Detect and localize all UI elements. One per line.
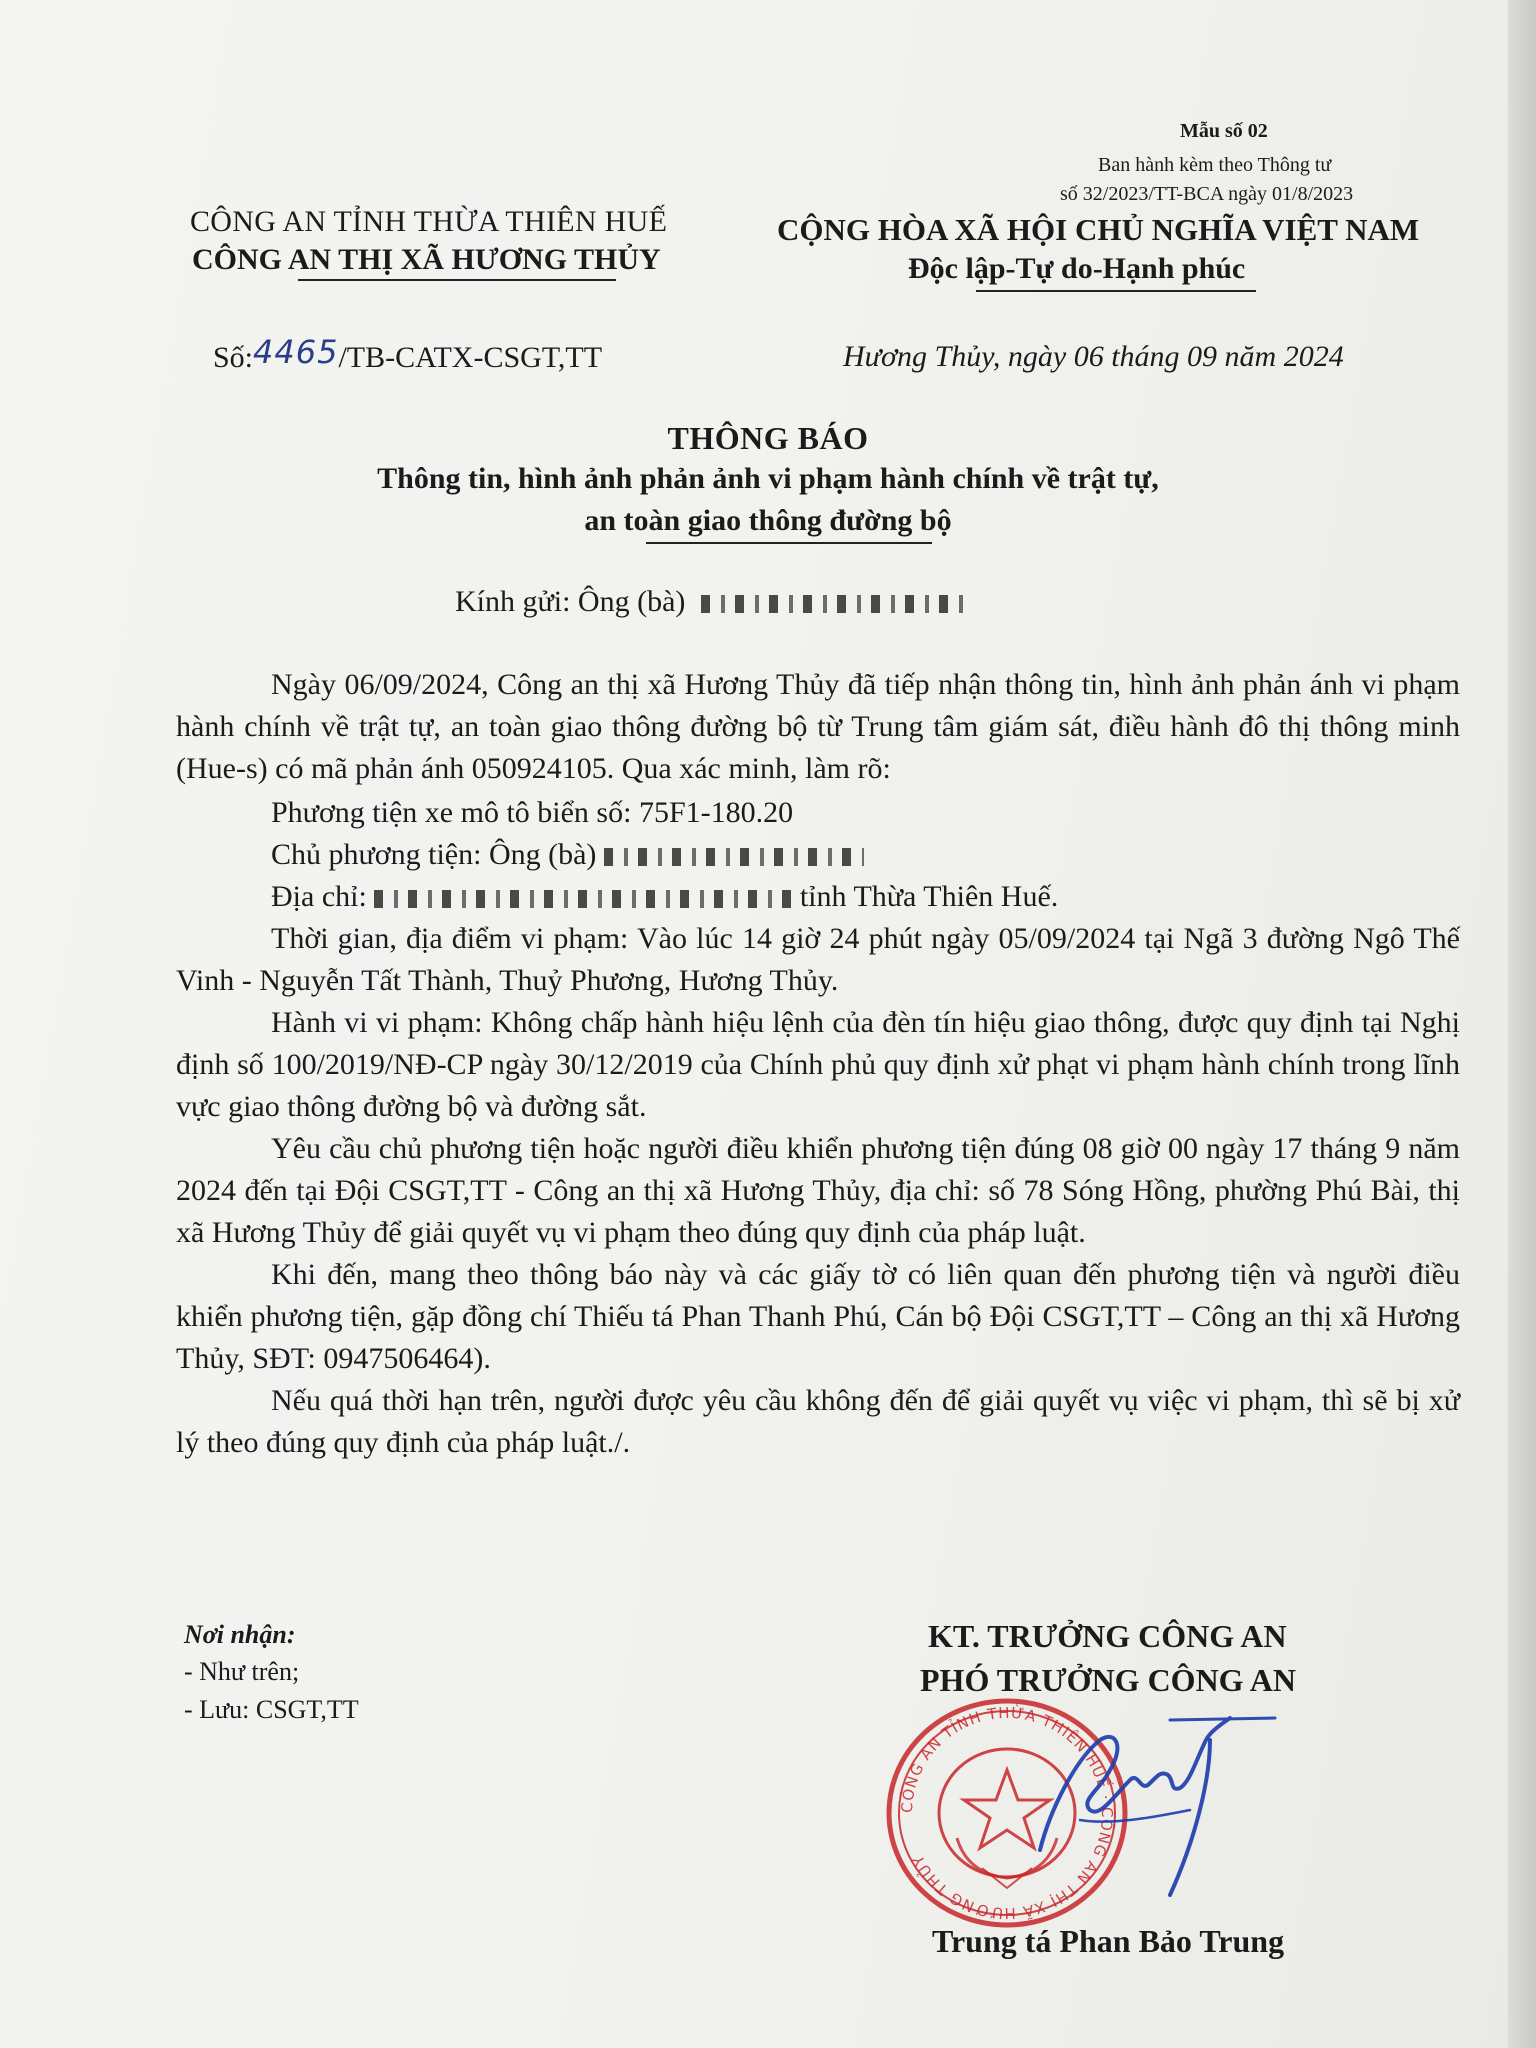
agency-name: CÔNG AN THỊ XÃ HƯƠNG THỦY	[192, 243, 661, 276]
owner-line	[176, 834, 1460, 876]
recipient-item: - Lưu: CSGT,TT	[184, 1695, 359, 1724]
title-underline	[646, 542, 932, 544]
paragraph-warning: Nếu quá thời hạn trên, người được yêu cầu không đến để giải quyết vụ việc vi phạm, thì sẽ bị xử lý theo đúng quy định của pháp luật./.	[176, 1384, 1460, 1459]
paper-shadow-edge	[1508, 0, 1536, 2048]
seal-text: CÔNG AN TỈNH THỪA THIÊN HUẾ · CÔNG AN THỊ XÃ HƯƠNG THỦY	[897, 1703, 1117, 1923]
document-number	[213, 333, 603, 375]
address-line	[176, 876, 1460, 918]
form-issued-line2: số 32/2023/TT-BCA ngày 01/8/2023	[1060, 183, 1354, 205]
motto-underline	[976, 290, 1256, 292]
document-number-suffix: /TB-CATX-CSGT,TT	[338, 341, 603, 374]
document-subtitle-line2: an toàn giao thông đường bộ	[584, 504, 952, 537]
document-subtitle-line1: Thông tin, hình ảnh phản ảnh vi phạm hành chính về trật tự,	[377, 462, 1159, 495]
document-title: THÔNG BÁO	[667, 420, 869, 456]
greeting-label: Kính gửi: Ông (bà)	[455, 585, 686, 618]
paragraph-time-place: Thời gian, địa điểm vi phạm: Vào lúc 14 giờ 24 phút ngày 05/09/2024 tại Ngã 3 đường Ngô Thế Vinh - Nguyễn Tất Thành, Thuỷ Phương, Hương Thủy.	[176, 922, 1460, 997]
redacted-owner-name	[604, 848, 864, 866]
nation-motto: Độc lập-Tự do-Hạnh phúc	[908, 252, 1246, 285]
nation-title: CỘNG HÒA XÃ HỘI CHỦ NGHĨA VIỆT NAM	[777, 212, 1420, 247]
form-issued-line1: Ban hành kèm theo Thông tư	[1098, 154, 1332, 176]
signer-name: Trung tá Phan Bảo Trung	[932, 1923, 1285, 1959]
greeting	[455, 585, 971, 619]
paragraph-request: Yêu cầu chủ phương tiện hoặc người điều khiển phương tiện đúng 08 giờ 00 ngày 17 tháng 9 năm 2024 đến tại Đội CSGT,TT - Công an thị xã Hương Thủy, địa chỉ: số 78 Sóng Hồng, phường Phú Bài, thị xã Hương Thủy để giải quyết vụ vi phạm theo đúng quy định của pháp luật.	[176, 1132, 1460, 1249]
owner-label: Chủ phương tiện: Ông (bà)	[271, 838, 597, 871]
signature-title-line2: PHÓ TRƯỞNG CÔNG AN	[920, 1662, 1297, 1698]
document-number-handwritten: 4465	[253, 333, 339, 371]
place-date: Hương Thủy, ngày 06 tháng 09 năm 2024	[843, 340, 1344, 373]
recipient-item: - Như trên;	[184, 1657, 300, 1686]
paragraph-intro: Ngày 06/09/2024, Công an thị xã Hương Thủy đã tiếp nhận thông tin, hình ảnh phản ánh vi phạm hành chính về trật tự, an toàn giao thông đường bộ từ Trung tâm giám sát, điều hành đô thị thông minh (Hue-s) có mã phản ánh 050924105. Qua xác minh, làm rõ:	[176, 668, 1460, 785]
address-tail: tỉnh Thừa Thiên Huế.	[799, 880, 1059, 913]
paragraph-bring: Khi đến, mang theo thông báo này và các giấy tờ có liên quan đến phương tiện và người điều khiển phương tiện, gặp đồng chí Thiếu tá Phan Thanh Phú, Cán bộ Đội CSGT,TT – Công an thị xã Hương Thủy, SĐT: 0947506464).	[176, 1258, 1460, 1375]
address-label: Địa chỉ:	[271, 880, 367, 913]
document-number-prefix: Số:	[213, 341, 254, 374]
handwritten-signature	[1020, 1700, 1280, 1900]
redacted-address	[374, 890, 792, 908]
form-number: Mẫu số 02	[1180, 120, 1268, 142]
paragraph-violation: Hành vi vi phạm: Không chấp hành hiệu lệnh của đèn tín hiệu giao thông, được quy định tại Nghị định số 100/2019/NĐ-CP ngày 30/12/2019 của Chính phủ quy định xử phạt vi phạm hành chính trong lĩnh vực giao thông đường bộ và đường sắt.	[176, 1006, 1460, 1123]
recipients-heading: Nơi nhận:	[184, 1620, 296, 1649]
redacted-recipient-name	[701, 595, 971, 613]
agency-parent: CÔNG AN TỈNH THỪA THIÊN HUẾ	[190, 205, 668, 238]
agency-underline	[298, 279, 616, 281]
vehicle-line: Phương tiện xe mô tô biển số: 75F1-180.20	[271, 796, 794, 829]
signature-title-line1: KT. TRƯỞNG CÔNG AN	[928, 1618, 1287, 1654]
document-body	[176, 664, 1460, 1464]
